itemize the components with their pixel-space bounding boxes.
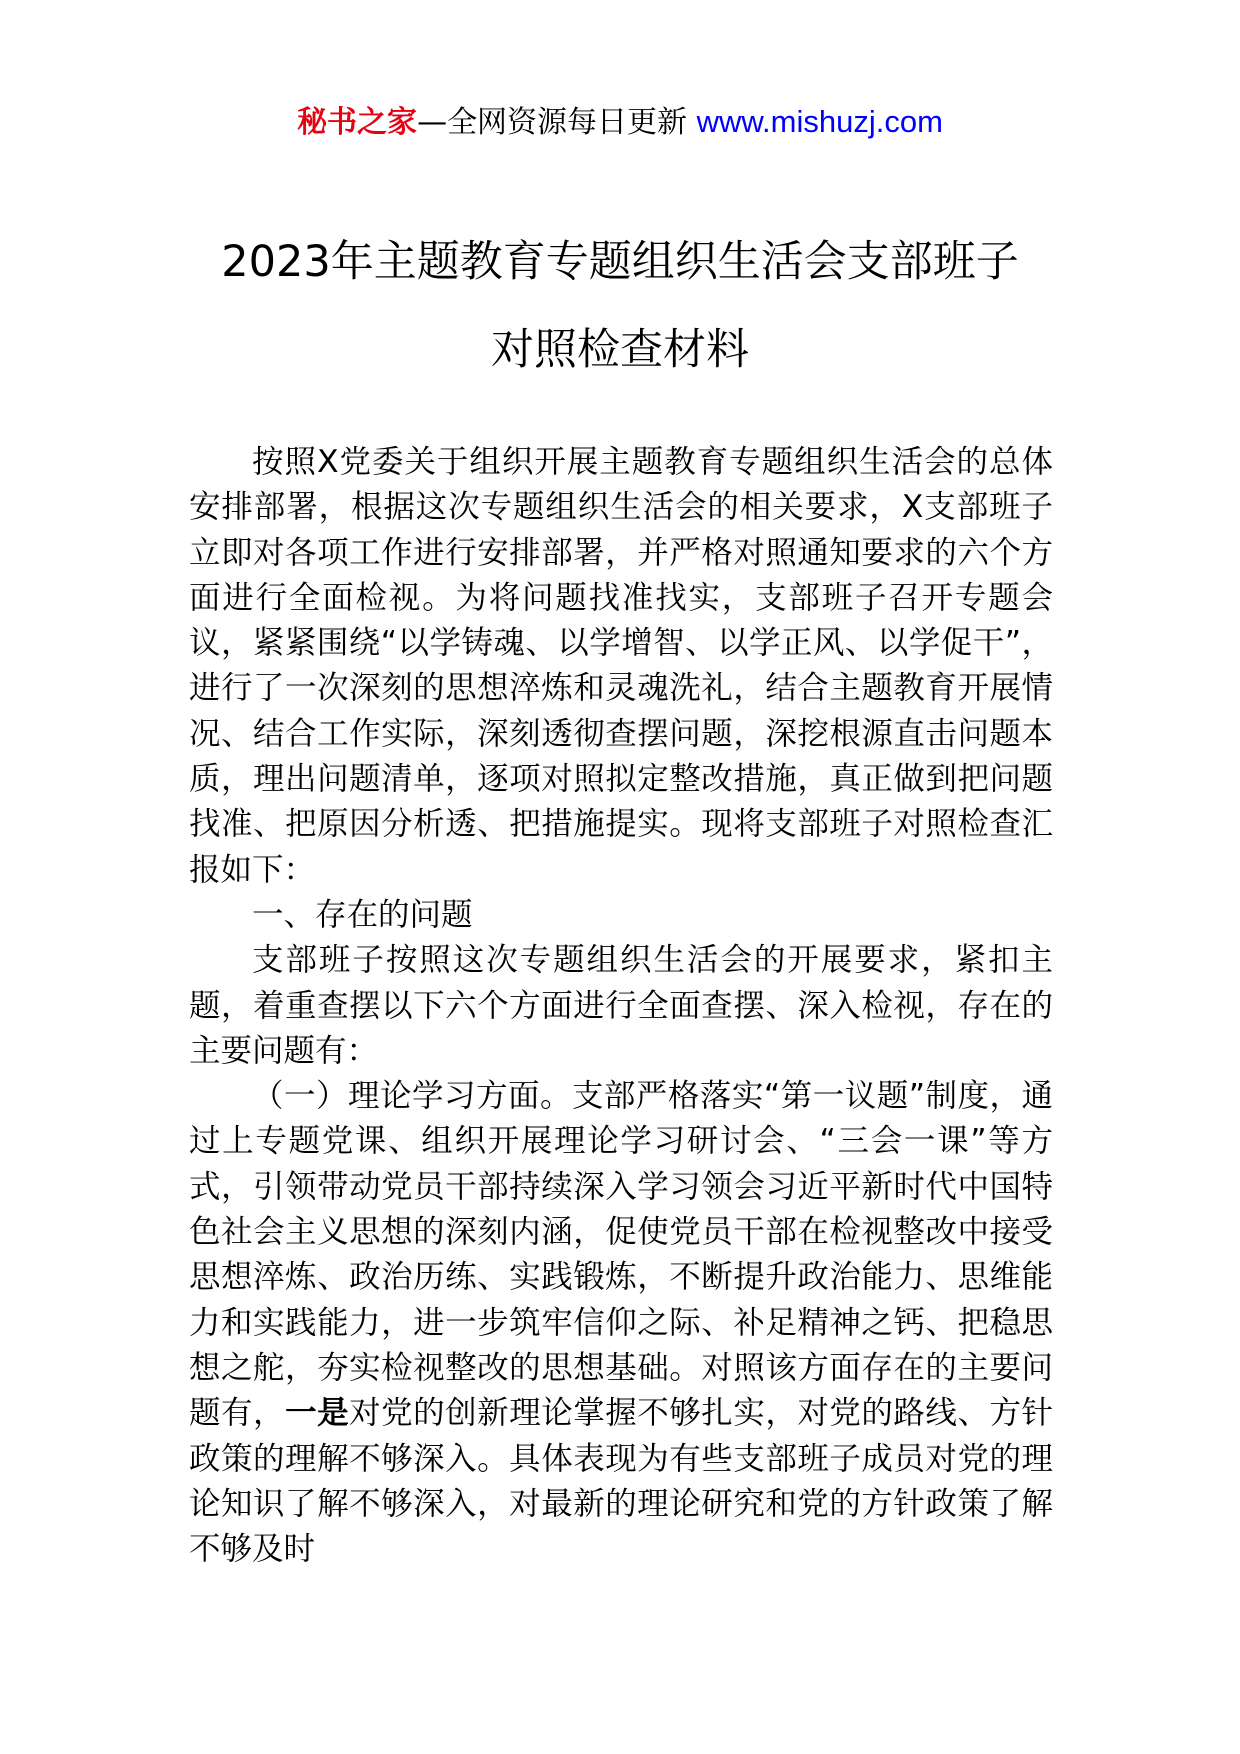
paragraph-theory-study (189, 1074, 1053, 1572)
document-title-line-1: 2023年主题教育专题组织生活会支部班子 (221, 237, 1019, 287)
paragraph-intro: 按照X党委关于组织开展主题教育专题组织生活会的总体安排部署，根据这次专题组织生活会的相关要求，X支部班子立即对各项工作进行安排部署，并严格对照通知要求的六个方面进行全面检视。为将问题找准找实，支部班子召开专题会议，紧紧围绕“以学铸魂、以学增智、以学正风、以学促干”，进行了一次深刻的思想淬炼和灵魂洗礼，结合主题教育开展情况、结合工作实际，深刻透彻查摆问题，深挖根源直击问题本质，理出问题清单，逐项对照拟定整改措施，真正做到把问题找准、把原因分析透、把措施提实。现将支部班子对照检查汇报如下： (189, 444, 1053, 888)
site-brand: 秘书之家 (297, 105, 418, 140)
site-slogan: —全网资源每日更新 (417, 105, 697, 140)
section-heading-problems: 一、存在的问题 (252, 896, 473, 933)
paragraph-theory-study-text: （一）理论学习方面。支部严格落实“第一议题”制度，通过上专题党课、组织开展理论学习研讨会、“三会一课”等方式，引领带动党员干部持续深入学习领会习近平新时代中国特色社会主义思想的深刻内涵，促使党员干部在检视整改中接受思想淬炼、政治历练、实践锻炼，不断提升政治能力、思维能力和实践能力，进一步筑牢信仰之际、补足精神之钙、把稳思想之舵，夯实检视整改的思想基础。对照该方面存在的主要问题有， (189, 1078, 1053, 1432)
paragraph-problems-intro: 支部班子按照这次专题组织生活会的开展要求，紧扣主题，着重查摆以下六个方面进行全面查摆、深入检视，存在的主要问题有： (189, 942, 1053, 1069)
site-url-link[interactable]: www.mishuzj.com (696, 104, 943, 139)
site-header (0, 102, 1240, 143)
document-body (189, 440, 1053, 1572)
emphasis-first-point: 一是 (285, 1395, 350, 1432)
paragraph-theory-study-continued: 对党的创新理论掌握不够扎实，对党的路线、方针政策的理解不够深入。具体表现为有些支部班子成员对党的理论知识了解不够深入，对最新的理论研究和党的方针政策了解不够及时 (189, 1395, 1053, 1568)
document-title-line-2: 对照检查材料 (491, 325, 749, 375)
